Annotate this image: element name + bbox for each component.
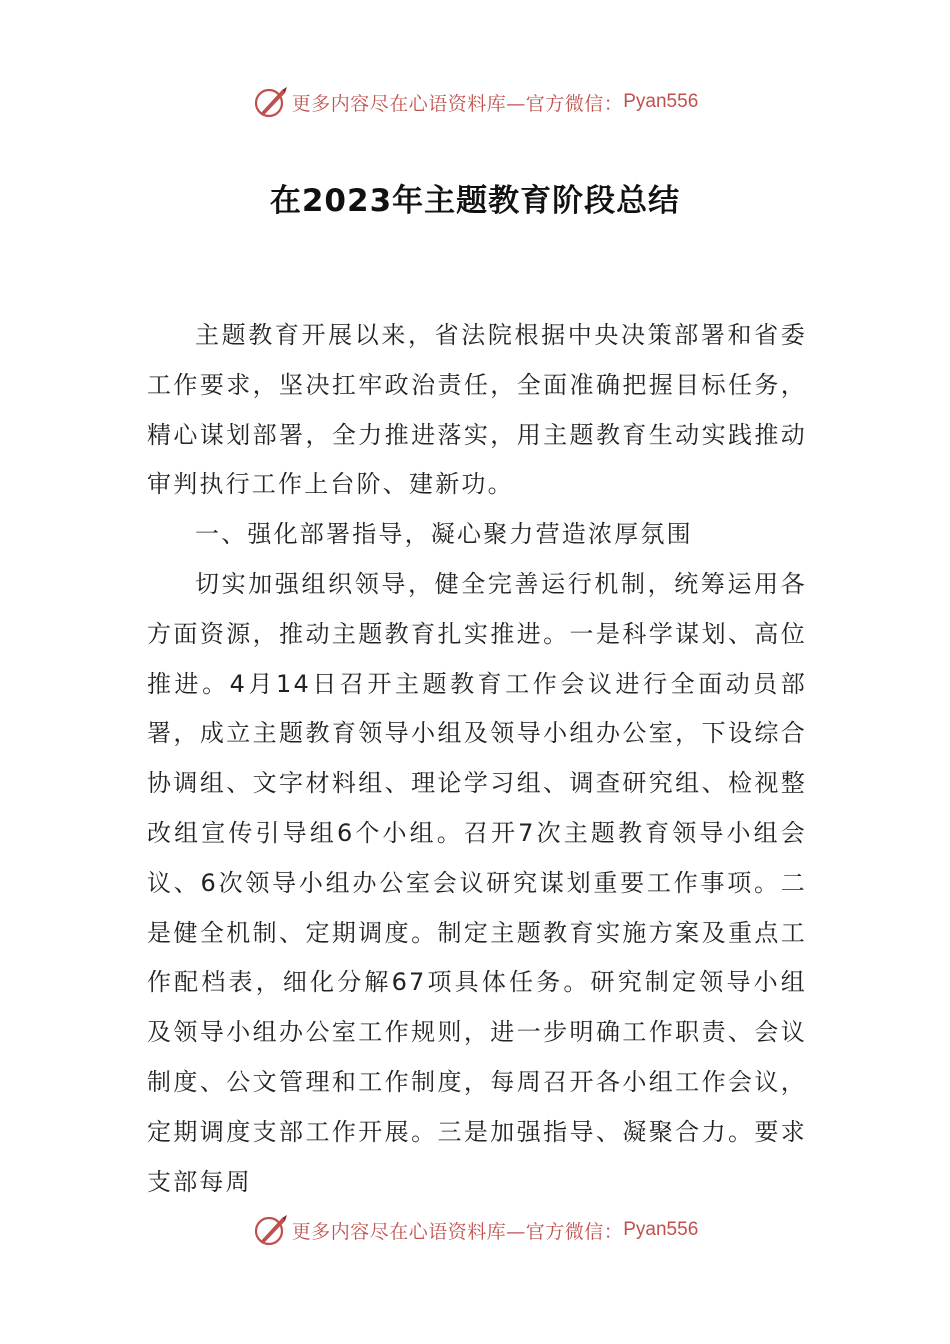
header-watermark: [0, 82, 950, 122]
watermark-text: 更多内容尽在心语资料库—官方微信：: [291, 92, 624, 115]
document-body: [147, 311, 807, 1207]
watermark-text: 更多内容尽在心语资料库—官方微信：: [291, 1220, 624, 1243]
section-heading: 一、强化部署指导，凝心聚力营造浓厚氛围: [195, 520, 693, 549]
paragraph-section-one: 切实加强组织领导，健全完善运行机制，统筹运用各方面资源，推动主题教育扎实推进。一是科学谋划、高位推进。4月14日召开主题教育工作会议进行全面动员部署，成立主题教育领导小组及领导小组办公室，下设综合协调组、文字材料组、理论学习组、调查研究组、检视整改组宣传引导组6个小组。召开7次主题教育领导小组会议、6次领导小组办公室会议研究谋划重要工作事项。二是健全机制、定期调度。制定主题教育实施方案及重点工作配档表，细化分解67项具体任务。研究制定领导小组及领导小组办公室工作规则，进一步明确工作职责、会议制度、公文管理和工作制度，每周召开各小组工作会议，定期调度支部工作开展。三是加强指导、凝聚合力。要求支部每周: [147, 569, 807, 1196]
quill-logo-icon: [252, 1212, 288, 1248]
footer-watermark: [0, 1210, 950, 1250]
document-title: 在2023年主题教育阶段总结: [269, 183, 681, 219]
quill-logo-icon: [252, 84, 288, 120]
watermark-wechat-id: Pyan556: [623, 91, 699, 112]
paragraph-intro: 主题教育开展以来，省法院根据中央决策部署和省委工作要求，坚决扛牢政治责任，全面准确把握目标任务，精心谋划部署，全力推进落实，用主题教育生动实践推动审判执行工作上台阶、建新功。: [147, 321, 807, 499]
watermark-wechat-id: Pyan556: [623, 1219, 699, 1240]
